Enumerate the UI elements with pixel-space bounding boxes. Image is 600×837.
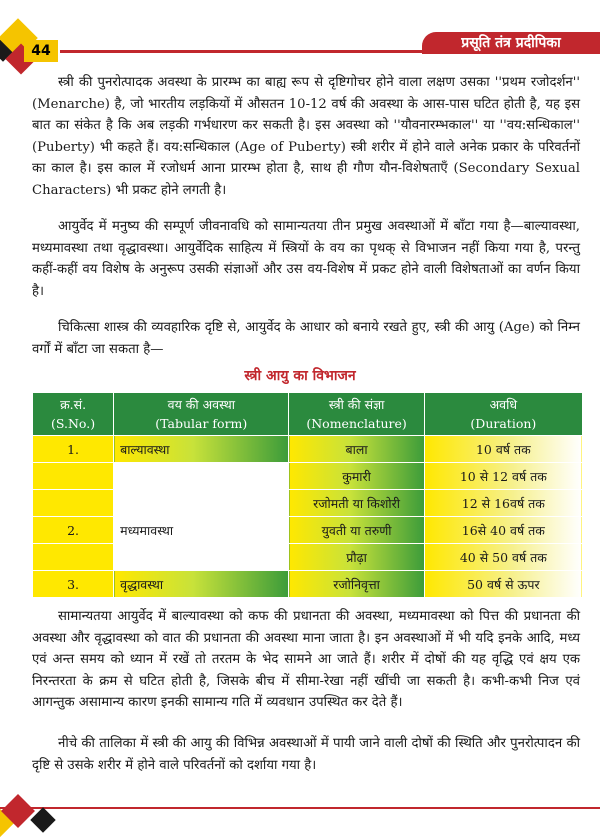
cell-nomenclature: बाला: [289, 436, 424, 463]
cell-nomenclature: रजोनिवृत्ता: [289, 571, 424, 598]
cell-serial: 1.: [33, 436, 114, 463]
cell-duration: 10 से 12 वर्ष तक: [424, 463, 582, 490]
cell-age-stage: बाल्यावस्था: [114, 436, 289, 463]
table-row: [33, 463, 583, 490]
cell-duration: 16से 40 वर्ष तक: [424, 517, 582, 544]
cell-serial: 3.: [33, 571, 114, 598]
cell-duration: 40 से 50 वर्ष तक: [424, 544, 582, 571]
table-row: [33, 517, 583, 544]
paragraph-menarche: स्त्री की पुनरोत्पादक अवस्था के प्रारम्भ का बाह्य रूप से दृष्टिगोचर होने वाला लक्षण उसका ''प्रथम रजोदर्शन'' (Menarche) है, जो भारतीय लड़कियों में औसतन 10-12 वर्ष की अवस्था के आस-पास घटित होती है, यह इस बात का संकेत है कि अब लड़की गर्भधारण कर सकती है। इस अवस्था को ''यौवनारम्भकाल'' या ''वय:सन्धिकाल'' (Puberty) भी कहते हैं। वय:सन्धिकाल (Age of Puberty) स्त्री शरीर में होने वाले अनेक प्रकार के परिवर्तनों का काल है। इस काल में रजोधर्म आना प्रारम्भ होता है, साथ ही गौण यौन-विशेषताएँ (Secondary Sexual Characters) भी प्रकट होने लगती है।: [32, 75, 580, 198]
table-row: [33, 490, 583, 517]
page-number: 44: [24, 40, 58, 62]
table-row: [33, 436, 583, 463]
cell-duration: 12 से 16वर्ष तक: [424, 490, 582, 517]
paragraph-life-stages: आयुर्वेद में मनुष्य की सम्पूर्ण जीवनावधि को सामान्यतया तीन प्रमुख अवस्थाओं में बाँटा गया है—बाल्यावस्था, मध्यमावस्था तथा वृद्धावस्था। आयुर्वेदिक साहित्य में स्त्रियों के वय का पृथक् से विभाजन नहीं किया गया है, परन्तु कहीं-कहीं वय विशेष के अनुरूप उसकी संज्ञाओं और उस वय-विशेष में प्रकट होने वाली विशेषताओं का वर्णन किया है।: [32, 219, 580, 299]
cell-duration: 50 वर्ष से ऊपर: [424, 571, 582, 598]
footer-rule: [0, 807, 600, 809]
cell-serial: [33, 490, 114, 517]
cell-duration: 10 वर्ष तक: [424, 436, 582, 463]
cell-age-stage: मध्यमावस्था: [114, 517, 289, 544]
cell-nomenclature: कुमारी: [289, 463, 424, 490]
cell-nomenclature: रजोमती या किशोरी: [289, 490, 424, 517]
cell-age-stage: [114, 490, 289, 517]
cell-serial: [33, 544, 114, 571]
header-nomenclature: स्त्री की संज्ञा (Nomenclature): [289, 393, 424, 436]
age-division-table: [32, 392, 583, 598]
table-row: [33, 544, 583, 571]
header-duration: अवधि (Duration): [424, 393, 582, 436]
table-title: स्त्री आयु का विभाजन: [244, 368, 356, 384]
paragraph-table-note: नीचे की तालिका में स्त्री की आयु की विभिन्न अवस्थाओं में पायी जाने वाली दोषों की स्थिति और पुनरोत्पादन की दृष्टि से उसके शरीर में होने वाले परिवर्तनों को दर्शाया गया है।: [32, 736, 580, 773]
paragraph-age-classification: चिकित्सा शास्त्र की व्यवहारिक दृष्टि से, आयुर्वेद के आधार को बनाये रखते हुए, स्त्री की आयु (Age) को निम्न वर्गों में बाँटा जा सकता है—: [32, 320, 580, 357]
paragraph-dosha-predominance: सामान्यतया आयुर्वेद में बाल्यावस्था को कफ की प्रधानता की अवस्था, मध्यमावस्था को पित्त की प्रधानता की अवस्था और वृद्धावस्था को वात की प्रधानता की अवस्था माना जाता है। इन अवस्थाओं में भी यदि इनके आदि, मध्य एवं अन्त समय को ध्यान में रखें तो तरतम के भेद सामने आ जाते हैं। शरीर में दोषों की यह वृद्धि एवं क्षय एक निरन्तरता के क्रम से घटित होती है, जिसके बीच में सीमा-रेखा नहीं खींची जा सकती है। कभी-कभी निज एवं आगन्तुक असामान्य कारण इनकी सामान्य गति में व्यवधान उपस्थित कर देते हैं।: [32, 609, 580, 710]
cell-age-stage: [114, 544, 289, 571]
cell-age-stage: वृद्धावस्था: [114, 571, 289, 598]
cell-age-stage: [114, 463, 289, 490]
header-serial-no: क्र.सं. (S.No.): [33, 393, 114, 436]
book-title: प्रसूति तंत्र प्रदीपिका: [422, 32, 600, 54]
cell-nomenclature: प्रौढ़ा: [289, 544, 424, 571]
cell-nomenclature: युवती या तरुणी: [289, 517, 424, 544]
cell-serial: 2.: [33, 517, 114, 544]
header-age-stage: वय की अवस्था (Tabular form): [114, 393, 289, 436]
cell-serial: [33, 463, 114, 490]
table-row: [33, 571, 583, 598]
table-header-row: [33, 393, 583, 436]
